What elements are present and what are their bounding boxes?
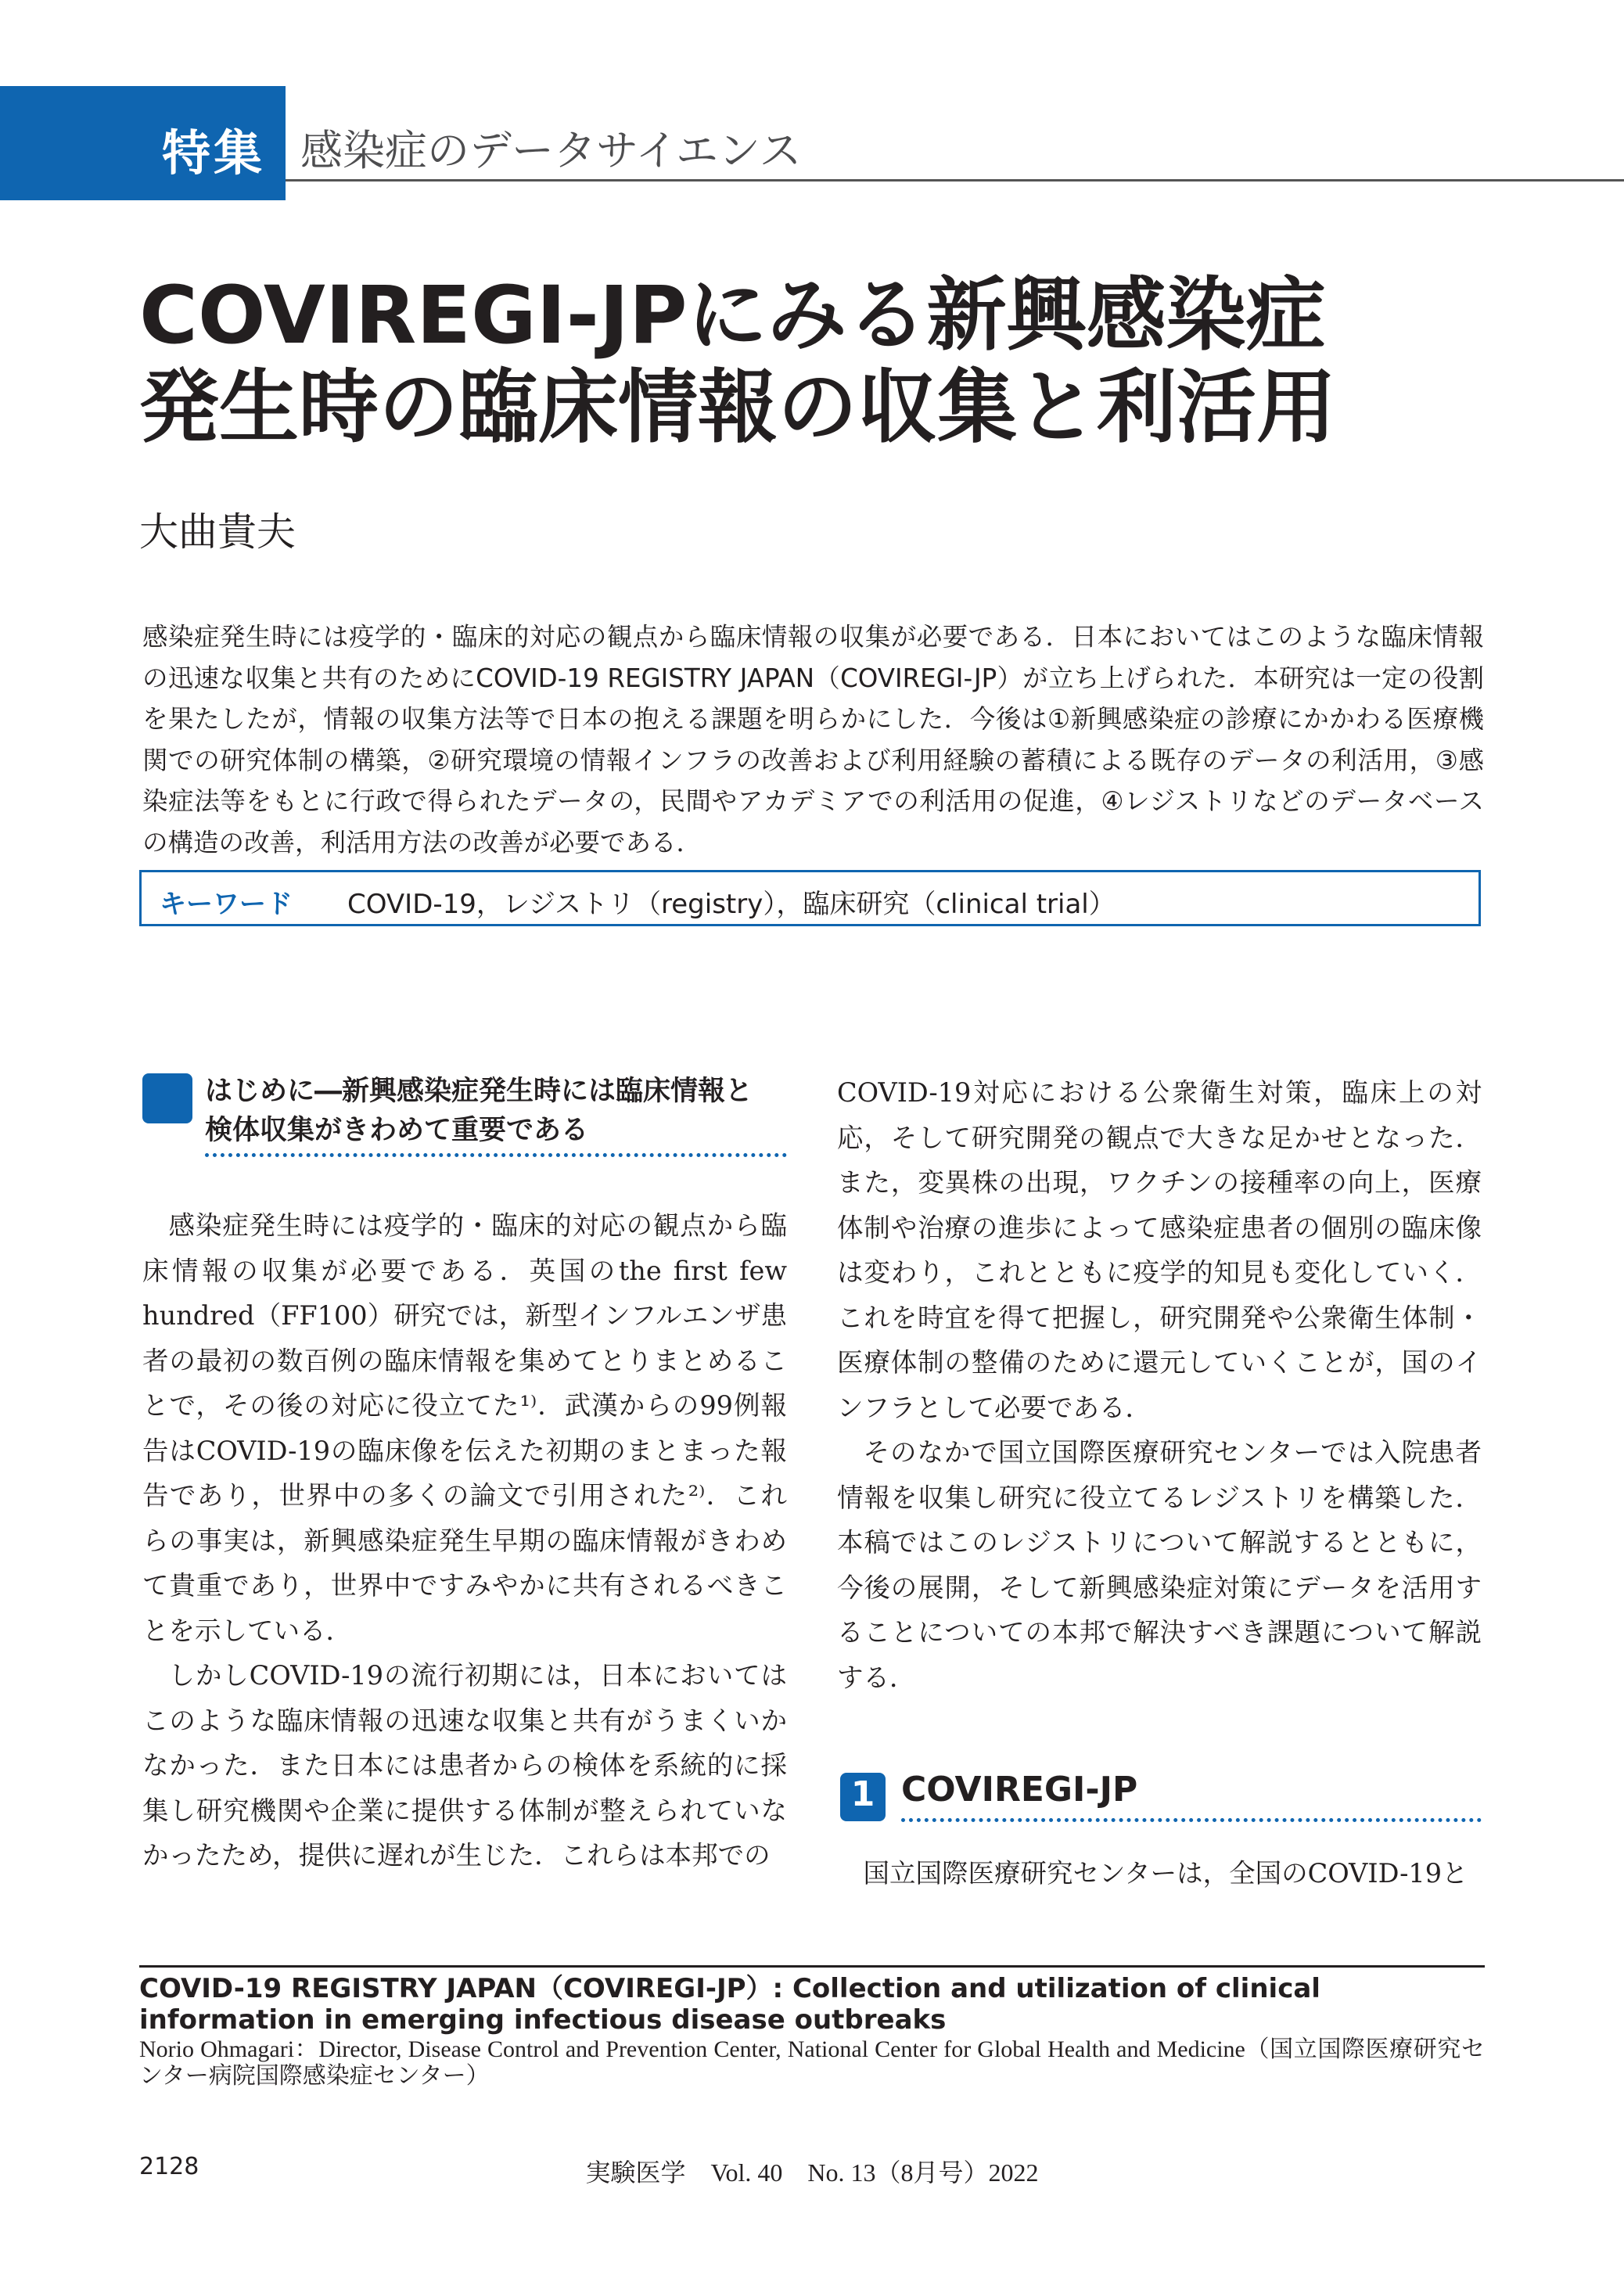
series-title: 感染症のデータサイエンス [300, 126, 802, 175]
section-tag-label: 特集 [162, 124, 266, 181]
body-paragraph: しかしCOVID-19の流行初期には，日本においてはこのような臨床情報の迅速な収集と共有がうまくいかなかった．また日本には患者からの検体を系統的に採集し研究機関や企業に提供する体制が整えられていなかったため，提供に遅れが生じた．これらは本邦での [142, 1660, 787, 1871]
article-title-line2: 発生時の臨床情報の収集と利活用 [139, 361, 1336, 455]
article-title-line1: COVIREGI-JPにみる新興感染症 [139, 269, 1326, 362]
page-number: 2128 [139, 2153, 199, 2180]
body-paragraph: 国立国際医療研究センターは，全国のCOVID-19と [863, 1858, 1468, 1889]
section-heading-intro-line1: はじめに―新興感染症発生時には臨床情報と [205, 1076, 753, 1107]
abstract: 感染症発生時には疫学的・臨床的対応の観点から臨床情報の収集が必要である．日本においてはこのような臨床情報の迅速な収集と共有のためにCOVID-19 REGISTRY JAPAN（COVIREGI-JP）が立ち上げられた．本研究は一定の役割を果たしたが，情報の収集方法等で日本の抱える課題を明らかにした．今後は①新興感染症の診療にかかわる医療機関での研究体制の構築，②研究環境の情報インフラの改善および利用経験の蓄積による既存のデータの利活用，③感染症法等をもとに行政で得られたデータの，民間やアカデミアでの利活用の促進，④レジストリなどのデータベースの構造の改善，利活用方法の改善が必要である． [142, 622, 1484, 857]
body-column-right-lower [837, 1851, 1482, 1896]
section-bullet-icon [142, 1073, 192, 1123]
section-heading-dotted-rule [205, 1153, 787, 1157]
section-number: 1 [850, 1774, 875, 1814]
article-title [139, 270, 1610, 455]
english-author-affiliation: Norio Ohmagari：Director, Disease Control and Prevention Center, National Center for Global Health and Medicine（国立国際医療研究センター病院国際感染症センター） [139, 2036, 1485, 2089]
keywords-label: キーワード [160, 889, 293, 920]
body-column-right [837, 1070, 1482, 1700]
header-rule [286, 179, 1624, 181]
section-heading-dotted-rule [901, 1818, 1482, 1822]
body-column-left [142, 1203, 787, 1878]
body-paragraph: そのなかで国立国際医療研究センターでは入院患者情報を収集し研究に役立てるレジストリを構築した．本稿ではこのレジストリについて解説するとともに，今後の展開，そして新興感染症対策にデータを活用することについての本邦で解決すべき課題について解説する． [837, 1437, 1482, 1693]
keywords-text: COVID-19，レジストリ（registry），臨床研究（clinical trial） [347, 889, 1116, 920]
body-paragraph-continued: COVID-19対応における公衆衛生対策，臨床上の対応，そして研究開発の観点で大きな足かせとなった．また，変異株の出現，ワクチンの接種率の向上，医療体制や治療の進歩によって感染症患者の個別の臨床像は変わり，これとともに疫学的知見も変化していく．これを時宜を得て把握し，研究開発や公衆衛生体制・医療体制の整備のために還元していくことが，国のインフラとして必要である． [837, 1077, 1482, 1423]
author-name: 大曲貴夫 [139, 509, 296, 555]
section-heading-intro [205, 1072, 799, 1150]
english-title: COVID-19 REGISTRY JAPAN（COVIREGI-JP）: Collection and utilization of clinical information in emerging infectious disease outbreaks [139, 1973, 1320, 2036]
body-paragraph: 感染症発生時には疫学的・臨床的対応の観点から臨床情報の収集が必要である．英国のthe first few hundred（FF100）研究では，新型インフルエンザ患者の最初の数百例の臨床情報を集めてとりまとめることで，その後の対応に役立てた¹⁾．武漢からの99例報告はCOVID-19の臨床像を伝えた初期のまとまった報告であり，世界中の多くの論文で引用された²⁾．これらの事実は，新興感染症発生早期の臨床情報がきわめて貴重であり，世界中ですみやかに共有されるべきことを示している． [142, 1210, 787, 1646]
section-heading-coviregi: COVIREGI-JP [901, 1770, 1138, 1810]
section-heading-intro-line2: 検体収集がきわめて重要である [205, 1115, 589, 1146]
footer-rule [139, 1965, 1485, 1968]
journal-citation: 実験医学 Vol. 40 No. 13（8月号）2022 [585, 2158, 1039, 2187]
